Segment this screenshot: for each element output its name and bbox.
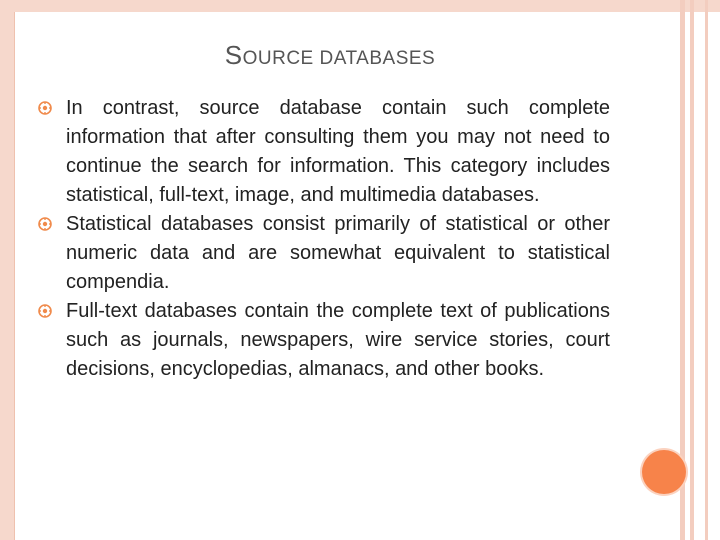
bullet-text: Statistical databases consist primarily of statistical or other numeric data and are somewhat equivalent to statistical compendia. <box>66 213 610 293</box>
slide-title-rest: OURCE DATABASES <box>242 48 436 69</box>
bullet-list <box>38 94 610 384</box>
frame-left-border <box>0 0 15 540</box>
slide-title <box>0 40 660 71</box>
bullet-text: Full-text databases contain the complete text of publications such as journals, newspapers, wire service stories, court decisions, encyclopedias, almanacs, and other books. <box>66 300 610 380</box>
frame-right-stripe <box>690 0 694 540</box>
bullet-item <box>38 94 610 210</box>
bullet-item <box>38 297 610 384</box>
bullet-text: In contrast, source database contain such complete information that after consulting them you may not need to continue the search for information. This category includes statistical, full-text, image, and multimedia databases. <box>66 97 610 206</box>
frame-top-border <box>0 0 720 12</box>
gear-bullet-icon <box>38 304 52 318</box>
bullet-item <box>38 210 610 297</box>
frame-right-stripe <box>705 0 708 540</box>
gear-bullet-icon <box>38 101 52 115</box>
gear-bullet-icon <box>38 217 52 231</box>
decorative-circle <box>642 450 686 494</box>
slide-title-initial: S <box>224 40 243 70</box>
